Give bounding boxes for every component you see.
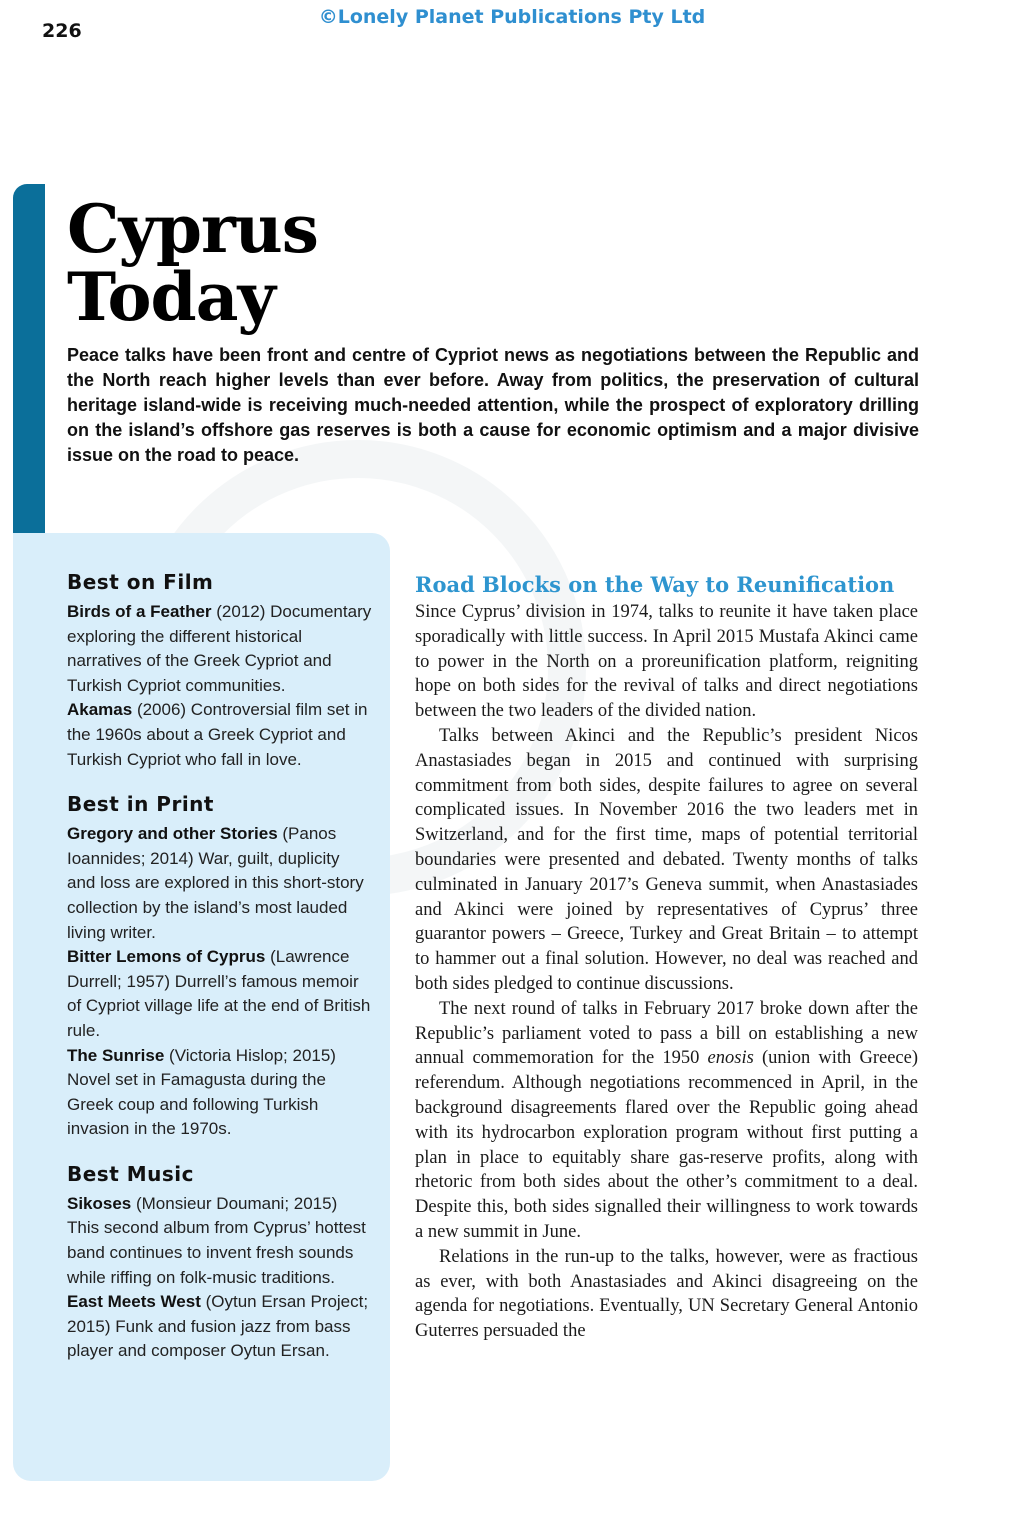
sidebar-item: [67, 822, 372, 945]
sidebar-item-title: East Meets West: [67, 1292, 201, 1312]
page-number: 226: [42, 20, 82, 42]
sidebar-heading-film: Best on Film: [67, 570, 214, 594]
article-text: The next round of talks in February 2017 broke down after the Republic’s parliament voted to pass a bill on establishing a new annual commemoration for the 1950: [415, 998, 918, 1069]
sidebar-heading-print: Best in Print: [67, 792, 214, 817]
sidebar-item-desc: (2012) Documentary exploring the different historical narratives of the Greek Cypriot and Turkish Cypriot communities.: [67, 602, 372, 695]
sidebar-content: [67, 568, 372, 1364]
chapter-tab-marker: [13, 184, 45, 574]
sidebar-item-title: Gregory and other Stories: [67, 824, 278, 844]
sidebar-item-desc: (Panos Ioannides; 2014) War, guilt, duplicity and loss are explored in this short-story collection by the island’s most lauded living writer.: [67, 824, 364, 942]
sidebar-item: [67, 1044, 372, 1142]
sidebar-item-title: Sikoses: [67, 1193, 132, 1213]
sidebar-item-desc: (Monsieur Doumani; 2015) This second album from Cyprus’ hottest band continues to invent fresh sounds while riffing on folk-music traditions.: [67, 1193, 366, 1287]
chapter-intro: Peace talks have been front and centre of Cypriot news as negotiations between the Republic and the North reach higher levels than ever before. Away from politics, the preservation of cultural heritage island-wide is receiving much-needed attention, while the prospect of exploratory drilling on the island’s offshore gas reserves is both a cause for economic optimism and a major divisive issue on the road to peace.: [67, 345, 919, 465]
sidebar-item: [67, 945, 372, 1043]
sidebar-item-title: Birds of a Feather: [67, 602, 212, 621]
sidebar-item: [67, 1192, 372, 1290]
chapter-title-line2: Today: [67, 258, 275, 336]
sidebar-item-title: Akamas: [67, 700, 133, 720]
sidebar-item-title: Bitter Lemons of Cyprus: [67, 947, 266, 967]
sidebar-item-desc: (Lawrence Durrell; 1957) Durrell’s famous memoir of Cypriot village life at the end of British rule.: [67, 947, 371, 1040]
article-body: [415, 570, 918, 1344]
article-paragraph: [415, 997, 918, 1245]
article-term-enosis: enosis: [707, 1048, 754, 1069]
article-heading: Road Blocks on the Way to Reunification: [415, 572, 895, 597]
sidebar-item-desc: (2006) Controversial film set in the 1960s about a Greek Cypriot and Turkish Cypriot who fall in love.: [67, 700, 368, 769]
sidebar-item-title: The Sunrise: [67, 1045, 165, 1065]
chapter-title: [67, 190, 318, 336]
copyright-notice: ©Lonely Planet Publications Pty Ltd: [318, 6, 706, 28]
article-paragraph: Relations in the run-up to the talks, however, were as fractious as ever, with both Anastasiades and Akinci disagreeing on the agenda for negotiations. Eventually, UN Secretary General Antonio Guterres persuaded the: [415, 1246, 918, 1342]
article-text: (union with Greece) referendum. Although negotiations recommenced in April, in the background disagreements flared over the Republic going ahead with its hydrocarbon exploration program without first putting a plan in place to equitably share gas-reserve profits, along with rhetoric from both sides about the other’s commitment to a deal. Despite this, both sides signalled their willingness to work towards a new summit in June.: [415, 1048, 918, 1242]
article-paragraph: Since Cyprus’ division in 1974, talks to reunite it have taken place sporadically with little success. In April 2015 Mustafa Akinci came to power in the North on a proreunification platform, reigniting hope on both sides for the revival of talks and direct negotiations between the two leaders of the divided nation.: [415, 602, 918, 722]
sidebar-item: [67, 600, 372, 698]
sidebar-item-desc: (Oytun Ersan Project; 2015) Funk and fusion jazz from bass player and composer Oytun Ersan.: [67, 1292, 369, 1361]
sidebar-item: [67, 1290, 372, 1364]
sidebar-item: [67, 698, 372, 772]
sidebar-heading-music: Best Music: [67, 1161, 194, 1186]
sidebar-item-desc: (Victoria Hislop; 2015) Novel set in Famagusta during the Greek coup and following Turkish invasion in the 1970s.: [67, 1045, 336, 1139]
article-paragraph: Talks between Akinci and the Republic’s president Nicos Anastasiades began in 2015 and continued with surprising commitment from both sides, despite failures to agree on several complicated issues. In November 2016 the two leaders met in Switzerland, and for the first time, maps of potential territorial boundaries were presented and debated. Twenty months of talks culminated in January 2017’s Geneva summit, when Anastasiades and Akinci were joined by representatives of Cyprus’ three guarantor powers – Greece, Turkey and Great Britain – to attempt to hammer out a final solution. However, no deal was reached and both sides pledged to continue discussions.: [415, 725, 918, 994]
chapter-title-line1: Cyprus: [67, 190, 318, 268]
